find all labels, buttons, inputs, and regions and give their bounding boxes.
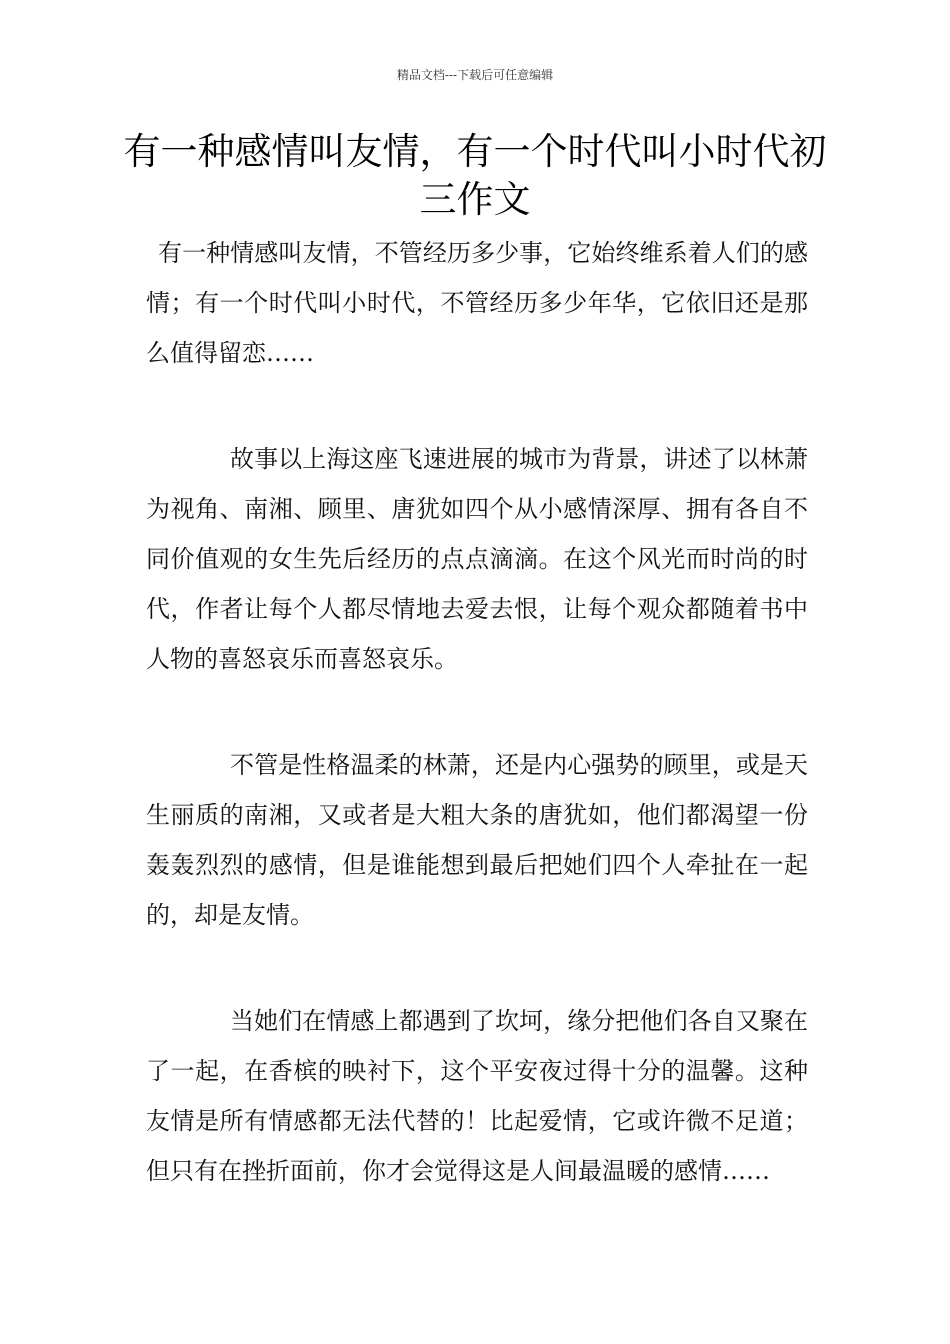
paragraph-friendship: 当她们在情感上都遇到了坎坷，缘分把他们各自又聚在了一起，在香槟的映衬下，这个平安夜过得十分的温馨。这种友情是所有情感都无法代替的！比起爱情，它或许微不足道；但只有在挫折面前，你才会觉得这是人间最温暖的感情…… (146, 1007, 808, 1185)
document-title: 有一种感情叫友情，有一个时代叫小时代初三作文 (123, 130, 827, 221)
paragraph-story-background: 故事以上海这座飞速进展的城市为背景，讲述了以林萧为视角、南湘、顾里、唐犹如四个从小感情深厚、拥有各自不同价值观的女生先后经历的点点滴滴。在这个风光而时尚的时代，作者让每个人都尽情地去爱去恨，让每个观众都随着书中人物的喜怒哀乐而喜怒哀乐。 (146, 445, 808, 673)
paragraph-spacer (146, 684, 808, 740)
paragraph-spacer (146, 378, 808, 434)
document-body (146, 228, 808, 1196)
paragraph-intro: 有一种情感叫友情，不管经历多少事，它始终维系着人们的感情；有一个时代叫小时代，不管经历多少年华，它依旧还是那么值得留恋…… (146, 239, 808, 367)
header-note: 精品文档---下载后可任意编辑 (396, 68, 554, 82)
paragraph-characters: 不管是性格温柔的林萧，还是内心强势的顾里，或是天生丽质的南湘，又或者是大粗大条的唐犹如，他们都渴望一份轰轰烈烈的感情，但是谁能想到最后把她们四个人牵扯在一起的，却是友情。 (146, 751, 808, 929)
paragraph-spacer (146, 940, 808, 996)
